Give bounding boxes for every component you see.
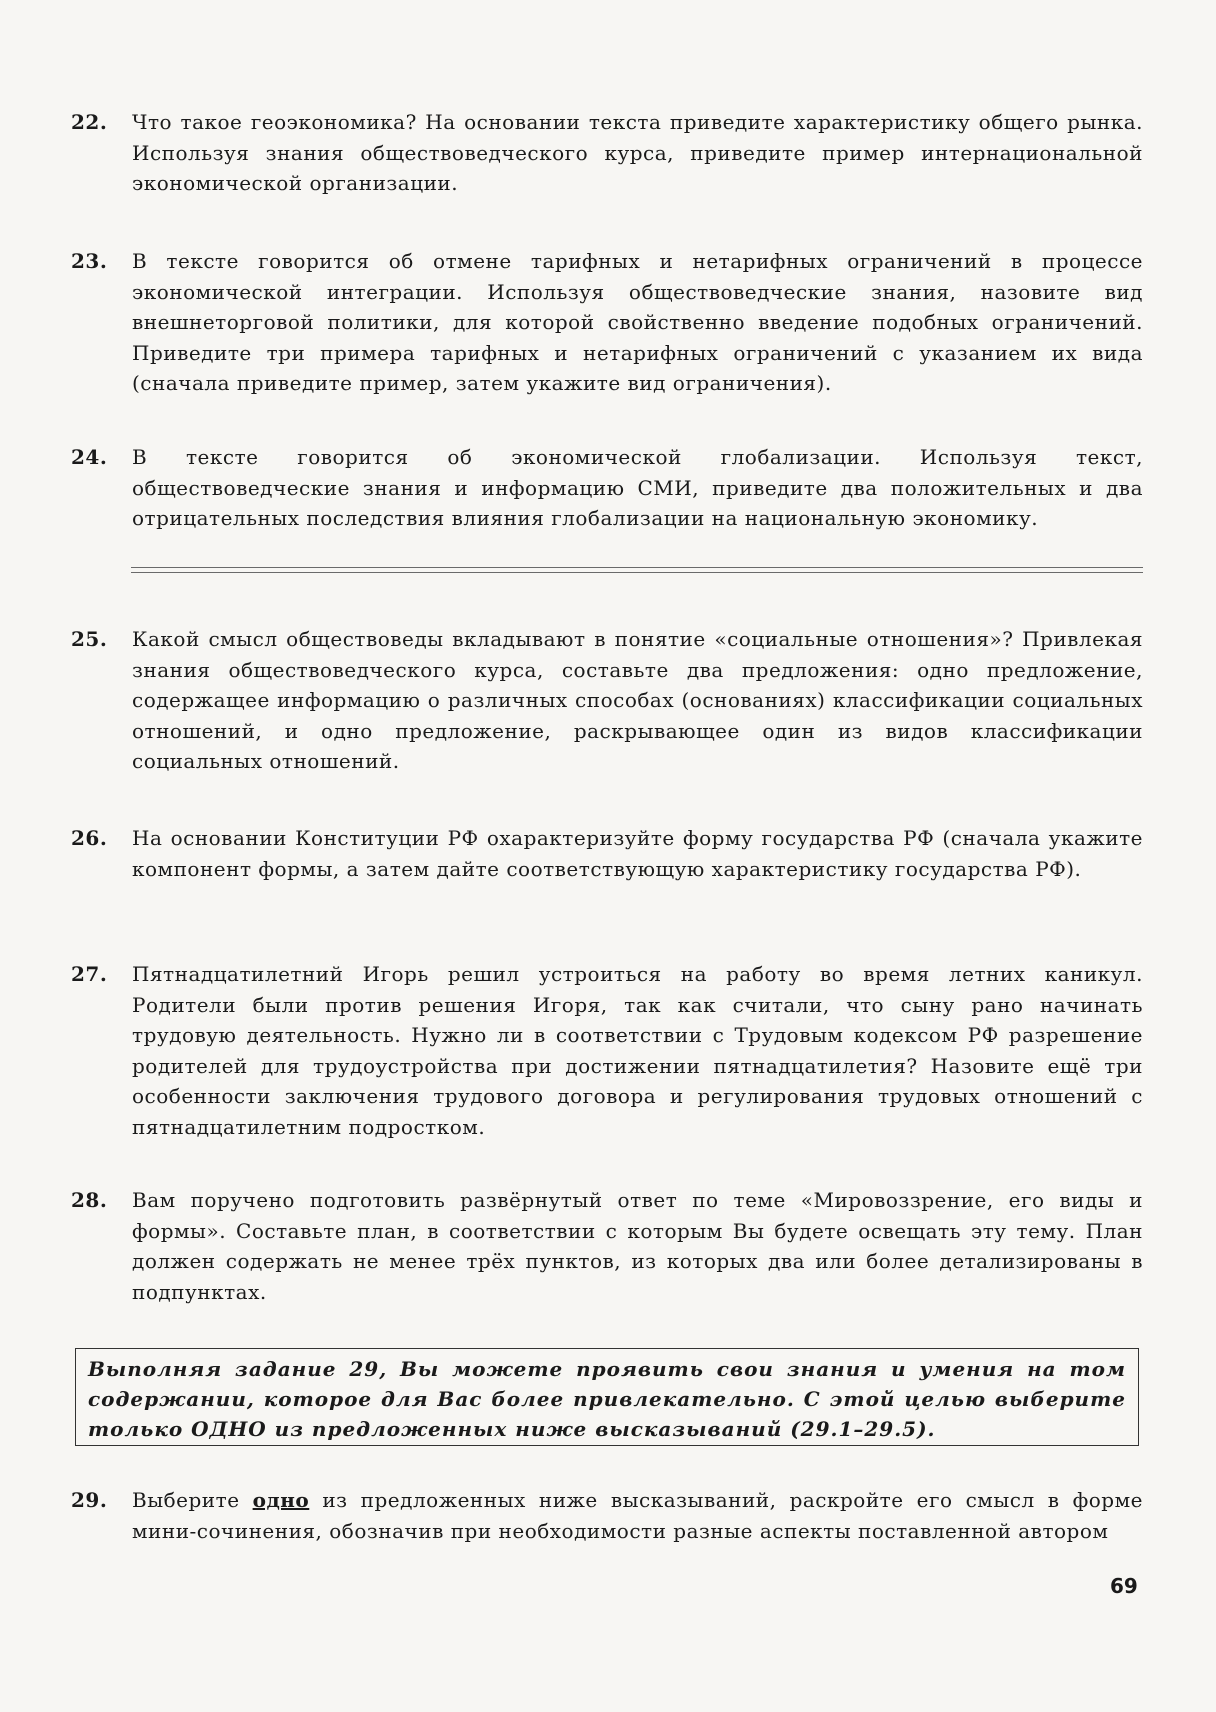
task-number: 28.	[71, 1188, 108, 1212]
task-29	[71, 1485, 1143, 1546]
task-28	[71, 1185, 1143, 1307]
task-26	[71, 823, 1143, 884]
task-23	[71, 246, 1143, 399]
task-24	[71, 442, 1143, 534]
task-text: Пятнадцатилетний Игорь решил устроиться на работу во время летних каникул. Родители были против решения Игоря, так как считали, что сыну рано начинать трудовую деятельность. Нужно ли в соответствии с Трудовым кодексом РФ разрешение родителей для трудоустройства при достижении пятнадцатилетия? Назовите ещё три особенности заключения трудового договора и регулирования трудовых отношений с пятнадцатилетним подростком.	[132, 962, 1143, 1139]
task-number: 29.	[71, 1488, 108, 1512]
emphasized-word: одно	[252, 1488, 310, 1512]
task-text	[132, 1485, 1143, 1546]
task-number: 23.	[71, 249, 108, 273]
task-number: 24.	[71, 445, 108, 469]
page-number: 69	[1110, 1574, 1138, 1598]
task-text: Вам поручено подготовить развёрнутый ответ по теме «Мировоззрение, его виды и формы». Составьте план, в соответствии с которым Вы будете освещать эту тему. План должен содержать не менее трёх пунктов, из которых два или более детализированы в подпунктах.	[132, 1188, 1143, 1304]
instruction-box: Выполняя задание 29, Вы можете проявить свои знания и умения на том содержании, которое для Вас более привлекательно. С этой целью выберите только ОДНО из предложенных ниже высказываний (29.1–29.5).	[75, 1348, 1139, 1446]
task-number: 27.	[71, 962, 108, 986]
task-22	[71, 107, 1143, 199]
task-text: В тексте говорится об отмене тарифных и нетарифных ограничений в процессе экономической интеграции. Используя обществоведческие знания, назовите вид внешнеторговой политики, для которой свойственно введение подобных ограничений. Приведите три примера тарифных и нетарифных ограничений с указанием их вида (сначала приведите пример, затем укажите вид ограничения).	[132, 249, 1143, 395]
task-text-end: из предложенных ниже высказываний, раскройте его смысл в форме мини-сочинения, обозначив при необходимости разные аспекты поставленной автором	[132, 1488, 1143, 1543]
task-text: Какой смысл обществоведы вкладывают в понятие «социальные отношения»? Привлекая знания обществоведческого курса, составьте два предложения: одно предложение, содержащее информацию о различных способах (основаниях) классификации социальных отношений, и одно предложение, раскрывающее один из видов классификации социальных отношений.	[132, 627, 1143, 773]
task-number: 26.	[71, 826, 108, 850]
task-25	[71, 624, 1143, 777]
task-number: 25.	[71, 627, 108, 651]
task-27	[71, 959, 1143, 1142]
task-text: В тексте говорится об экономической глобализации. Используя текст, обществоведческие знания и информацию СМИ, приведите два положительных и два отрицательных последствия влияния глобализации на национальную экономику.	[132, 445, 1143, 530]
task-number: 22.	[71, 110, 108, 134]
task-text-start: Выберите	[132, 1488, 253, 1512]
section-divider	[131, 567, 1143, 573]
task-text: На основании Конституции РФ охарактеризуйте форму государства РФ (сначала укажите компонент формы, а затем дайте соответствующую характеристику государства РФ).	[132, 826, 1143, 881]
task-text: Что такое геоэкономика? На основании текста приведите характеристику общего рынка. Используя знания обществоведческого курса, приведите пример интернациональной экономической организации.	[132, 110, 1143, 195]
